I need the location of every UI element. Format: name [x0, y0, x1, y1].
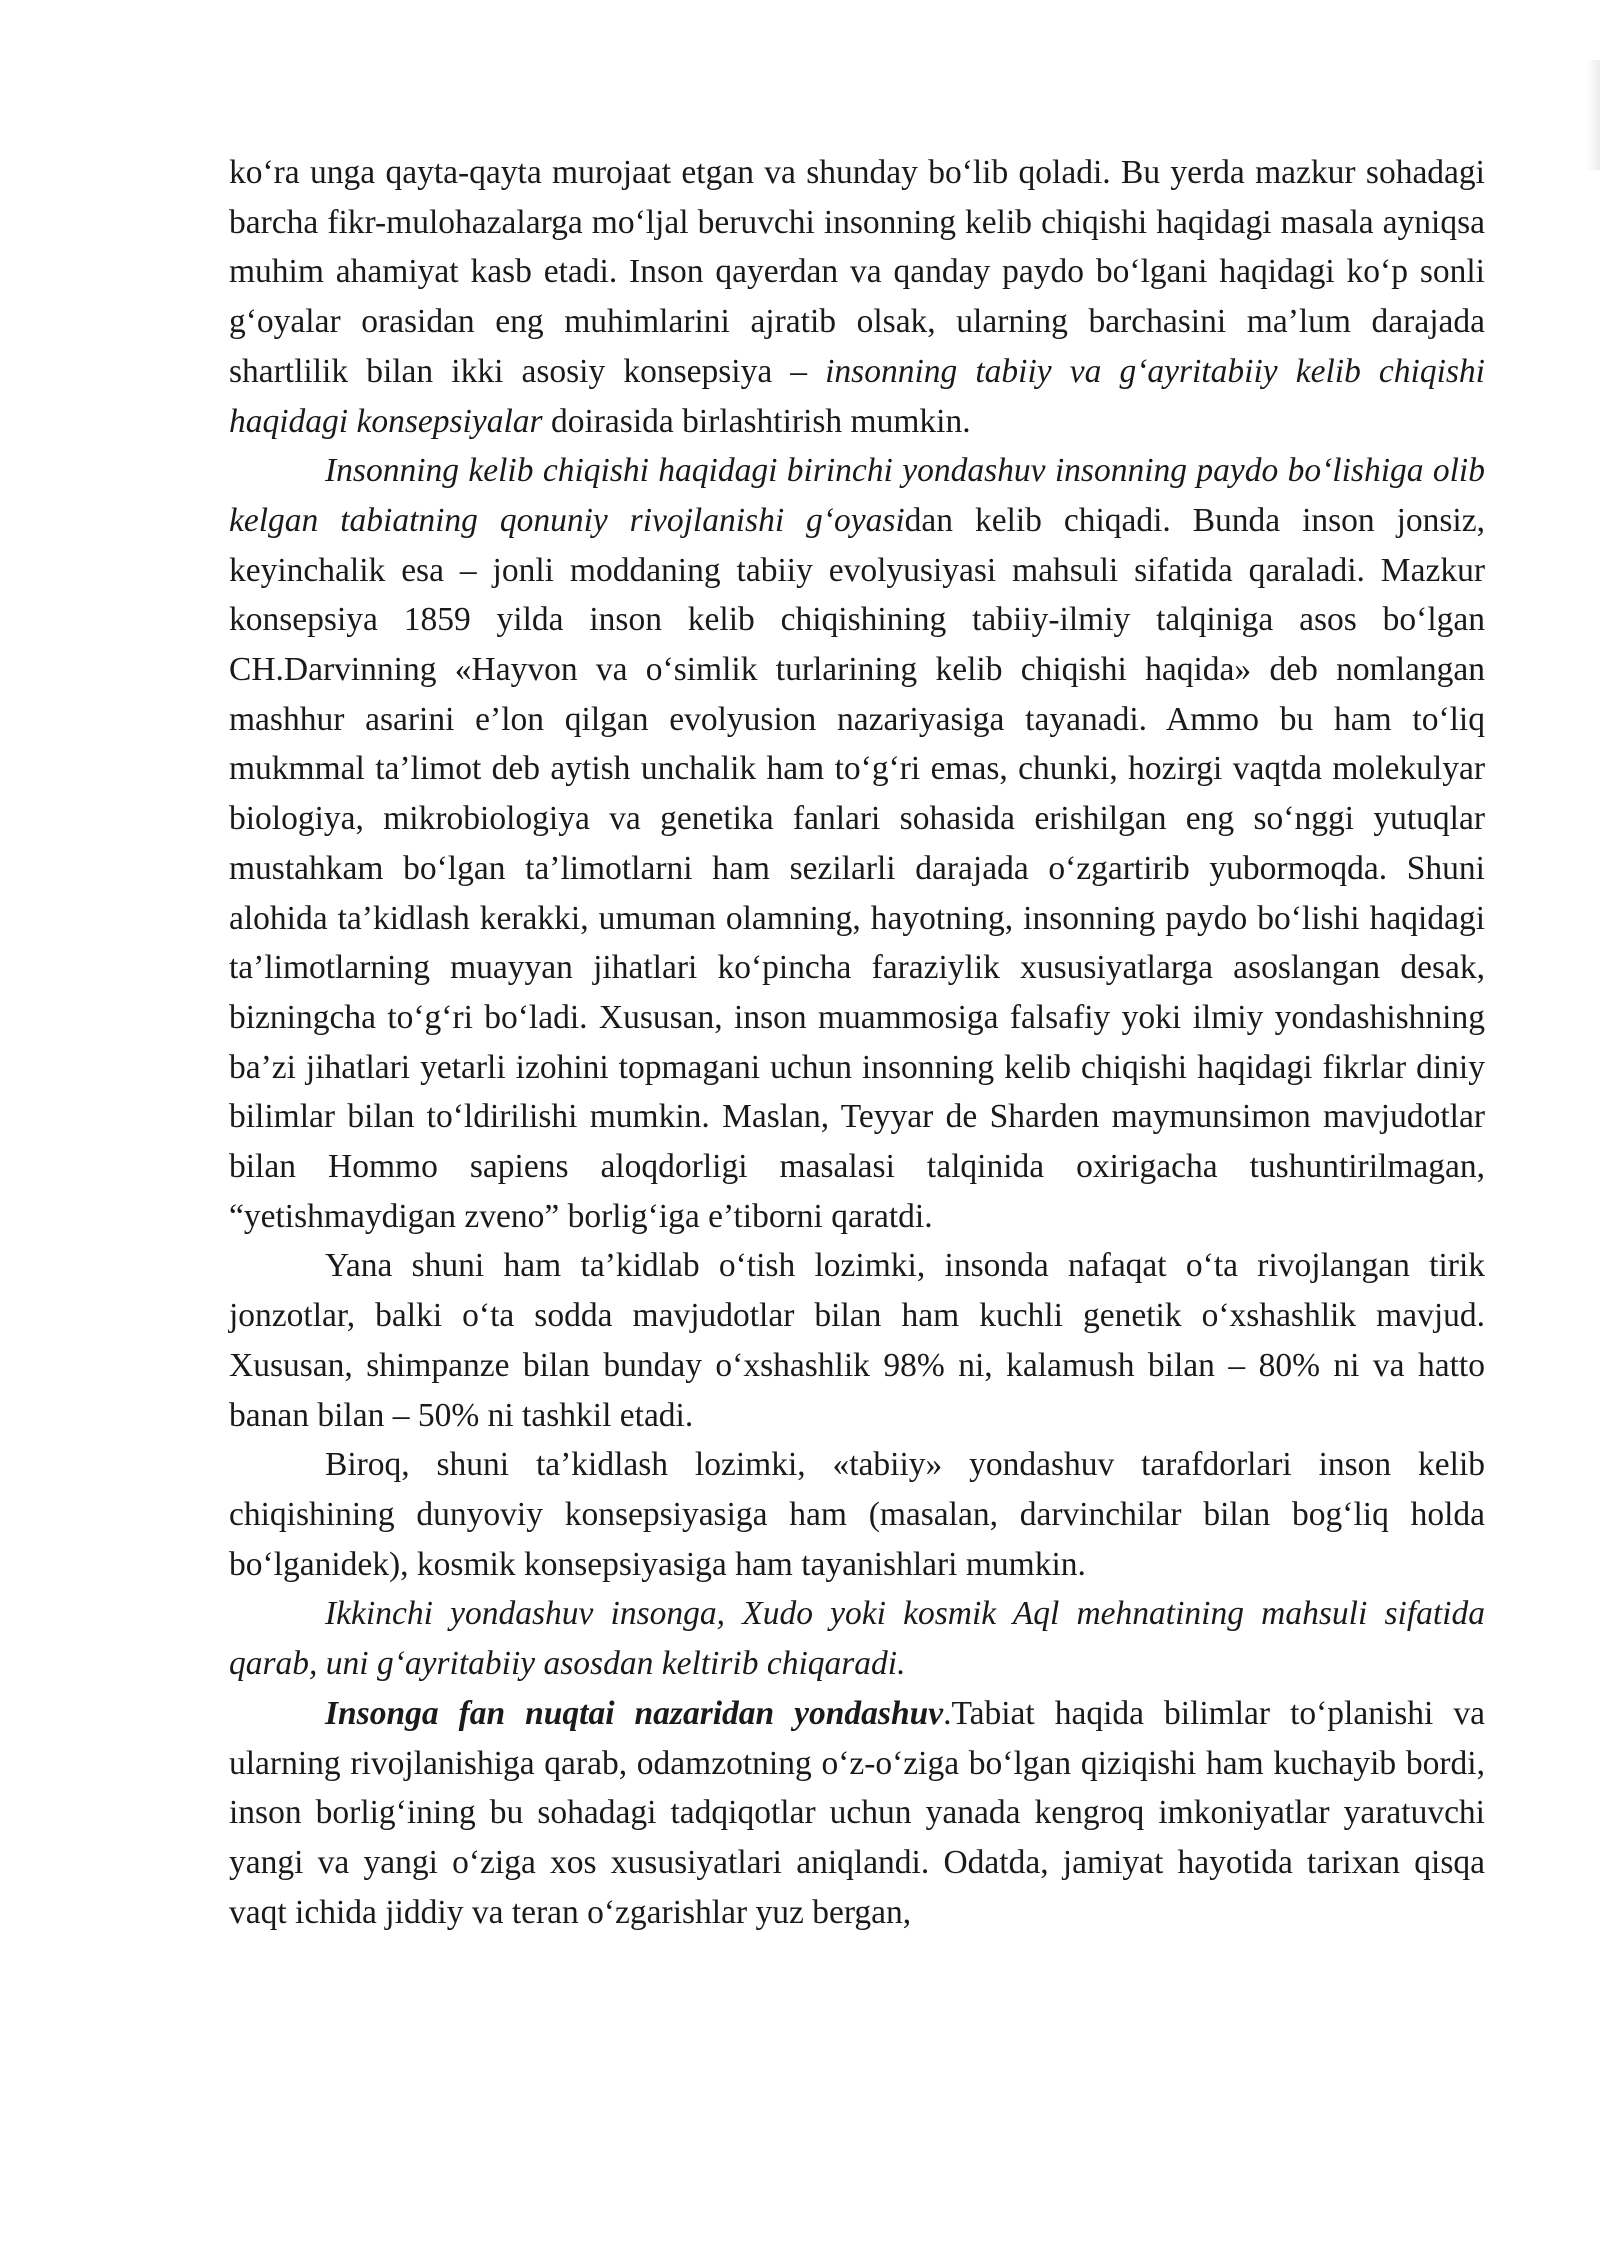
paragraph-1-ending: doirasida birlashtirish mumkin.	[542, 402, 971, 440]
paragraph-3-text: Yana shuni ham ta’kidlab o‘tish lozimki, insonda nafaqat o‘ta rivojlangan tirik jonzotlar, balki o‘ta sodda mavjudotlar bilan ham kuchli genetik o‘xshashlik mavjud. Xususan, shimpanze bilan bunday o‘xshashlik 98% ni, kalamush bilan – 80% ni va hatto banan bilan – 50% ni tashkil etadi.	[229, 1247, 1485, 1434]
paragraph-4-text: Biroq, shuni ta’kidlash lozimki, «tabiiy» yondashuv tarafdorlari inson kelib chiqishining dunyoviy konsepsiyasiga ham (masalan, darvinchilar bilan bog‘liq holda bo‘lganidek), kosmik konsepsiyasiga ham tayanishlari mumkin.	[229, 1446, 1485, 1583]
paragraph-6-text: .Tabiat haqida bilimlar to‘planishi va ularning rivojlanishiga qarab, odamzotning o‘z-o‘ziga bo‘lgan qiziqishi ham kuchayib bordi, inson borlig‘ining bu sohadagi tadqiqotlar uchun yanada kengroq imkoniyatlar yaratuvchi yangi va yangi o‘ziga xos xususiyatlari aniqlandi. Odatda, jamiyat hayotida tarixan qisqa vaqt ichida jiddiy va teran o‘zgarishlar yuz bergan,	[229, 1694, 1485, 1931]
section-heading-inline: Insonga fan nuqtai nazaridan yondashuv	[325, 1694, 944, 1732]
paragraph-6	[229, 1689, 1485, 1938]
body-text	[229, 148, 1485, 1937]
paragraph-4	[229, 1440, 1485, 1589]
paragraph-2-text: dan kelib chiqadi. Bunda inson jonsiz, keyinchalik esa – jonli moddaning tabiiy evolyusiyasi mahsuli sifatida qaraladi. Mazkur konsepsiya 1859 yilda inson kelib chiqishining tabiiy-ilmiy talqiniga asos bo‘lgan CH.Darvinning «Hayvon va o‘simlik turlarining kelib chiqishi haqida» deb nomlangan mashhur asarini e’lon qilgan evolyusion nazariyasiga tayanadi. Ammo bu ham to‘liq mukmmal ta’limot deb aytish unchalik ham to‘g‘ri emas, chunki, hozirgi vaqtda molekulyar biologiya, mikrobiologiya va genetika fanlari sohasida erishilgan eng so‘nggi yutuqlar mustahkam bo‘lgan ta’limotlarni ham sezilarli darajada o‘zgartirib yubormoqda. Shuni alohida ta’kidlash kerakki, umuman olamning, hayotning, insonning paydo bo‘lishi haqidagi ta’limotlarning muayyan jihatlari ko‘pincha faraziylik xususiyatlarga asoslangan desak, bizningcha to‘g‘ri bo‘ladi. Xususan, inson muammosiga falsafiy yoki ilmiy yondashishning ba’zi jihatlari yetarli izohini topmagani uchun insonning kelib chiqishi haqidagi fikrlar diniy bilimlar bilan to‘ldirilishi mumkin. Maslan, Teyyar de Sharden maymunsimon mavjudotlar bilan Hommo sapiens aloqdorligi masalasi talqinida oxirigacha tushuntirilmagan, “yetishmaydigan zveno” borlig‘iga e’tiborni qaratdi.	[229, 501, 1485, 1235]
paragraph-3	[229, 1241, 1485, 1440]
paragraph-1-italic-phrase: insonning tabiiy va g‘ayritabiiy kelib chiqishi haqidagi konsepsiyalar	[229, 352, 1485, 440]
paragraph-5-italic-text: Ikkinchi yondashuv insonga, Xudo yoki kosmik Aql mehnatining mahsuli sifatida qarab, uni g‘ayritabiiy asosdan keltirib chiqaradi.	[229, 1595, 1485, 1683]
paragraph-1	[229, 148, 1485, 446]
page-edge-shadow	[1586, 60, 1600, 170]
paragraph-2-italic-lead: Insonning kelib chiqishi haqidagi birinchi yondashuv insonning paydo bo‘lishiga olib kelgan tabiatning qonuniy rivojlanishi g‘oyasi	[229, 452, 1485, 539]
paragraph-2	[229, 446, 1485, 1241]
paragraph-1-text: ko‘ra unga qayta-qayta murojaat etgan va shunday bo‘lib qoladi. Bu yerda mazkur sohadagi barcha fikr-mulohazalarga mo‘ljal beruvchi insonning kelib chiqishi haqidagi masala ayniqsa muhim ahamiyat kasb etadi. Inson qayerdan va qanday paydo bo‘lgani haqidagi ko‘p sonli g‘oyalar orasidan eng muhimlarini ajratib olsak, ularning barchasini ma’lum darajada shartlilik bilan ikki asosiy konsepsiya –	[229, 154, 1485, 390]
paragraph-5	[229, 1589, 1485, 1688]
